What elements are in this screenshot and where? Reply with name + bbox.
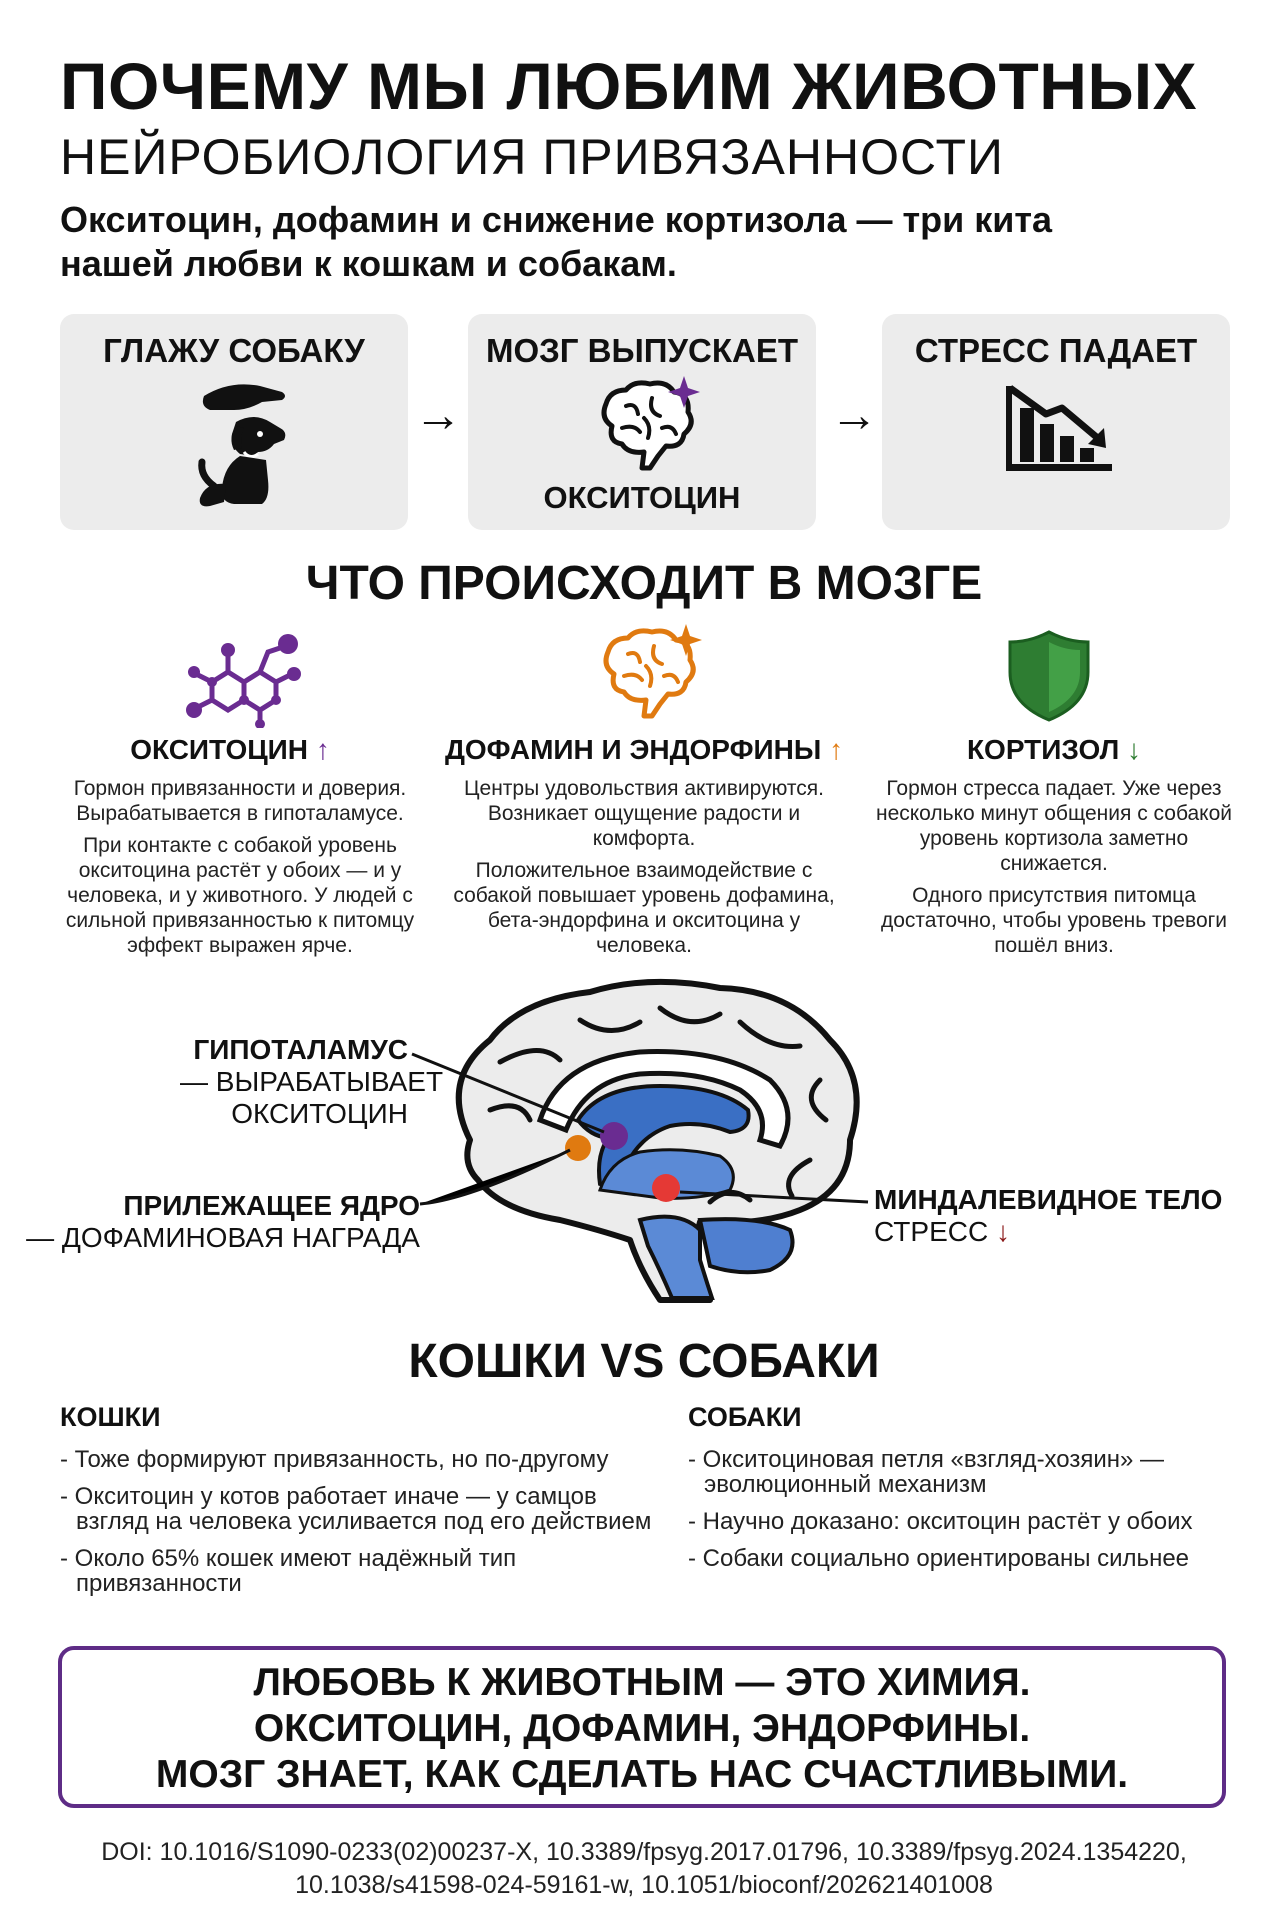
amygdala-line-2: СТРЕСС	[874, 1216, 989, 1247]
arrow-up-icon: ↑	[315, 734, 330, 765]
dopamine-text-2: Положительное взаимодействие с собакой повышает уровень дофамина, бета-эндорфина и окситоцина у человека.	[453, 859, 835, 957]
section-heading-brain: ЧТО ПРОИСХОДИТ В МОЗГЕ	[305, 557, 983, 610]
intro-text	[60, 198, 1220, 286]
oxytocin-text-2: При контакте с собакой уровень окситоцина растёт у обоих — и у человека, и у животного. У людей с сильной привязанностью к питомцу эффект выражен ярче.	[65, 834, 415, 957]
flow-step-title: ГЛАЖУ СОБАКУ	[103, 332, 365, 369]
cats-column	[60, 1402, 660, 1608]
amygdala-label	[874, 1184, 1222, 1248]
petting-dog-icon	[170, 376, 310, 516]
brain-diagram	[0, 970, 1288, 1310]
oxytocin-title: ОКСИТОЦИН	[130, 734, 309, 765]
cortisol-text-2: Одного присутствия питомца достаточно, чтобы уровень тревоги пошёл вниз.	[880, 884, 1228, 957]
list-item: - Научно доказано: окситоцин растёт у обоих	[688, 1508, 1193, 1535]
dopamine-description	[444, 776, 844, 965]
amygdala-name: МИНДАЛЕВИДНОЕ ТЕЛО	[874, 1184, 1223, 1215]
list-item: - Окситоцин у котов работает иначе — у самцов взгляд на человека усиливается под его действием	[60, 1483, 652, 1535]
list-item: - Около 65% кошек имеют надёжный тип привязанности	[60, 1545, 517, 1597]
brain-sparkle-icon	[594, 624, 706, 720]
oxytocin-text-1: Гормон привязанности и доверия. Вырабатывается в гипоталамусе.	[73, 777, 407, 825]
dopamine-title: ДОФАМИН И ЭНДОРФИНЫ	[444, 734, 822, 765]
flow-step-stress-drop	[882, 314, 1230, 530]
cats-list	[60, 1447, 660, 1596]
intro-line-2: нашей любви к кошкам и собакам.	[60, 243, 677, 284]
flow-step-title: МОЗГ ВЫПУСКАЕТ	[485, 332, 799, 369]
cortisol-text-1: Гормон стресса падает. Уже через несколько минут общения с собакой уровень кортизола заметно снижается.	[875, 777, 1233, 875]
summary-line-2: ОКСИТОЦИН, ДОФАМИН, ЭНДОРФИНЫ.	[253, 1707, 1031, 1750]
cats-title: КОШКИ	[60, 1402, 161, 1432]
doi-line-2: 10.1038/s41598-024-59161-w, 10.1051/bioconf/202621401008	[295, 1871, 993, 1899]
flow-step-oxytocin-label: ОКСИТОЦИН	[543, 480, 741, 515]
hypothalamus-dot	[600, 1122, 628, 1150]
nucleus-accumbens-label	[20, 1190, 420, 1254]
cortisol-title: КОРТИЗОЛ	[966, 734, 1120, 765]
molecule-icon	[182, 628, 302, 728]
dopamine-heading	[444, 734, 844, 766]
nucleus-accumbens-name: ПРИЛЕЖАЩЕЕ ЯДРО	[123, 1190, 420, 1221]
list-item: - Окситоциновая петля «взгляд-хозяин» — эволюционный механизм	[688, 1446, 1165, 1498]
dopamine-text-1: Центры удовольствия активируются. Возникает ощущение радости и комфорта.	[464, 777, 824, 850]
summary-line-1: ЛЮБОВЬ К ЖИВОТНЫМ — ЭТО ХИМИЯ.	[253, 1661, 1031, 1704]
list-item: - Тоже формируют привязанность, но по-другому	[60, 1446, 609, 1473]
flow-step-title: СТРЕСС ПАДАЕТ	[914, 332, 1198, 369]
hypothalamus-line-2: — ВЫРАБАТЫВАЕТ	[180, 1066, 444, 1097]
intro-line-1: Окситоцин, дофамин и снижение кортизола — три кита	[60, 199, 1053, 240]
shield-icon	[1006, 628, 1092, 724]
amygdala-dot	[652, 1174, 680, 1202]
arrow-down-icon: ↓	[995, 1216, 1010, 1247]
nucleus-accumbens-dot	[565, 1135, 591, 1161]
summary-box	[58, 1646, 1226, 1808]
flow-step-pet-dog	[60, 314, 408, 530]
arrow-up-icon: ↑	[829, 734, 844, 765]
summary-line-3: МОЗГ ЗНАЕТ, КАК СДЕЛАТЬ НАС СЧАСТЛИВЫМИ.	[155, 1753, 1129, 1796]
nucleus-accumbens-line-2: — ДОФАМИНОВАЯ НАГРАДА	[26, 1222, 420, 1253]
hypothalamus-line-3: ОКСИТОЦИН	[231, 1098, 408, 1129]
doi-line-1: DOI: 10.1016/S1090-0233(02)00237-X, 10.3389/fpsyg.2017.01796, 10.3389/fpsyg.2024.1354220,	[101, 1838, 1187, 1866]
arrow-down-icon: ↓	[1127, 734, 1142, 765]
page-subtitle: НЕЙРОБИОЛОГИЯ ПРИВЯЗАННОСТИ	[60, 129, 1004, 185]
section-heading-comparison: КОШКИ VS СОБАКИ	[408, 1335, 880, 1388]
oxytocin-heading	[30, 734, 430, 766]
dogs-title: СОБАКИ	[688, 1402, 802, 1432]
dogs-list	[688, 1447, 1248, 1571]
flow-arrow-1: →	[414, 389, 462, 442]
doi-references	[0, 1836, 1288, 1902]
dogs-column	[688, 1402, 1248, 1583]
declining-chart-icon	[1000, 378, 1116, 478]
oxytocin-description	[50, 776, 430, 965]
cortisol-heading	[854, 734, 1254, 766]
list-item: - Собаки социально ориентированы сильнее	[688, 1545, 1190, 1572]
flow-arrow-2: →	[830, 389, 878, 442]
hypothalamus-label	[180, 1034, 444, 1130]
flow-step-brain-release	[468, 314, 816, 530]
hypothalamus-name: ГИПОТАЛАМУС	[193, 1034, 408, 1065]
cortisol-description	[874, 776, 1234, 965]
brain-sparkle-icon	[592, 376, 704, 472]
page-title: ПОЧЕМУ МЫ ЛЮБИМ ЖИВОТНЫХ	[60, 49, 1198, 123]
